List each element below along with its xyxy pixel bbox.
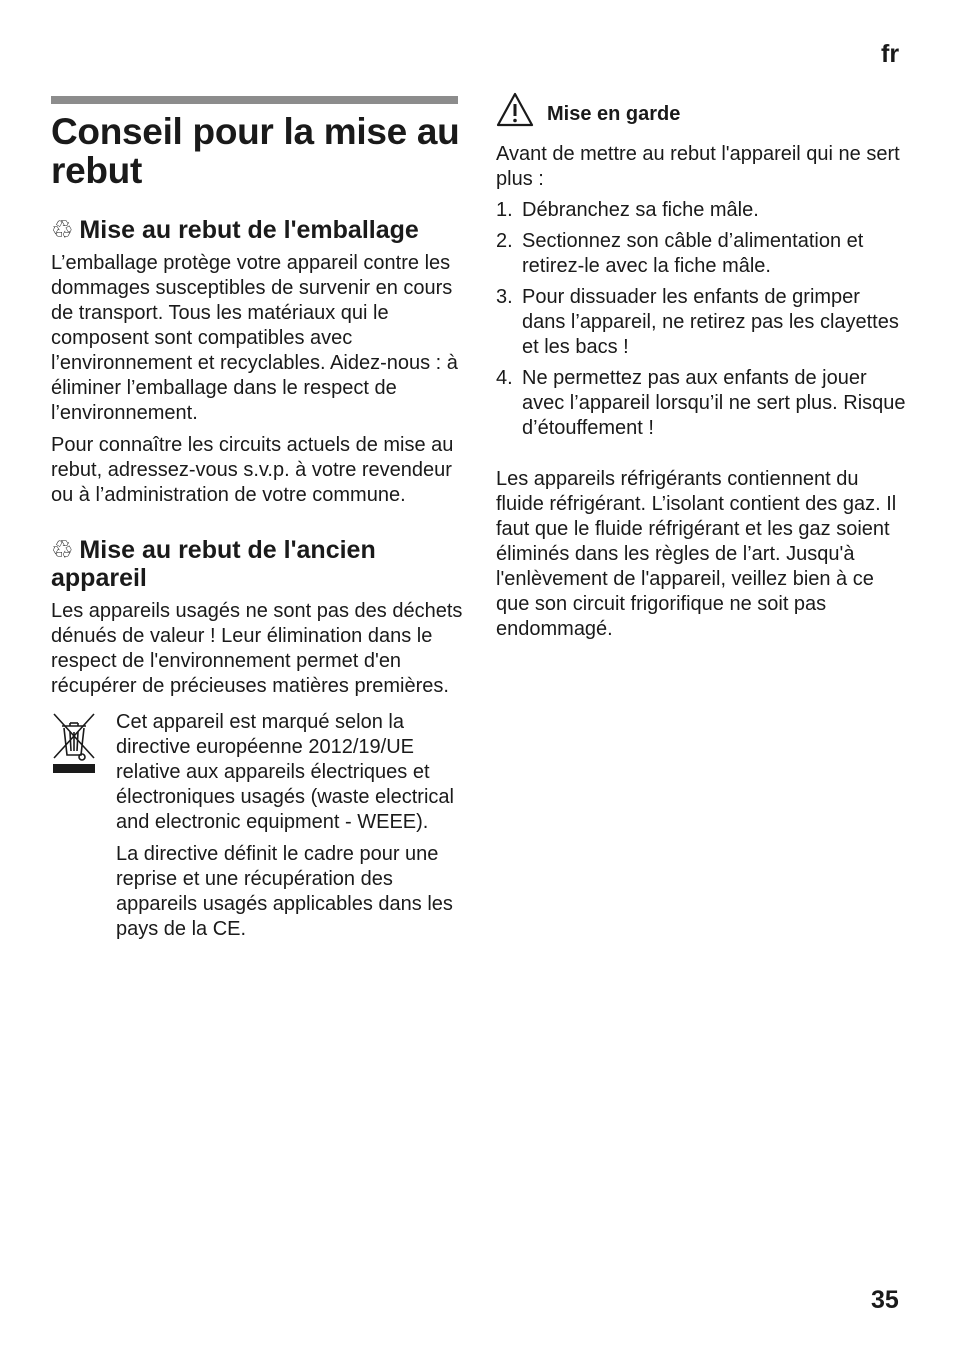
packaging-paragraph-2: Pour connaître les circuits actuels de mise au rebut, adressez-vous s.v.p. à votre revendeur ou à l’administration de votre commune. [51,434,454,506]
list-item-number: 3. [496,286,513,308]
list-item-text: Pour dissuader les enfants de grimper dans l’appareil, ne retirez pas les clayettes et les bacs ! [522,286,899,358]
warning-title: Mise en garde [547,103,681,125]
weee-notice [51,710,463,942]
section-heading-text: Mise au rebut de l'emballage [79,216,419,244]
packaging-paragraph: L’emballage protège votre appareil contre les dommages susceptibles de survenir en cours de transport. Tous les matériaux qui le composent sont compatibles avec l’environnement et recyclables. Aidez-nous : à éliminer l’emballage dans le respect de l’environnement. [51,252,458,424]
recycle-icon: ♲ [51,216,74,244]
crossed-bin-icon [51,712,97,776]
refrigerant-paragraph: Les appareils réfrigérants contiennent du fluide réfrigérant. L’isolant contient des gaz. Il faut que le fluide réfrigérant et les gaz soient éliminés dans les règles de l’art. Jusqu'à l'enlèvement de l'appareil, veillez bien à ce que son circuit frigorifique ne soit pas endommagé. [496,468,897,640]
warning-intro: Avant de mettre au rebut l'appareil qui ne sert plus : [496,143,900,190]
list-item-text: Sectionnez son câble d’alimentation et retirez-le avec la fiche mâle. [522,230,864,277]
section-heading-text: Mise au rebut de l'ancien appareil [51,536,376,592]
list-item [496,229,908,279]
page-number: 35 [871,1286,899,1314]
list-item [496,198,908,223]
section-heading-old-appliance [51,536,463,592]
left-column [51,112,463,942]
list-item [496,366,908,441]
disposal-steps-list [496,198,908,441]
section-heading-packaging [51,216,463,244]
list-item-number: 2. [496,230,513,252]
old-appliance-paragraph: Les appareils usagés ne sont pas des déchets dénués de valeur ! Leur élimination dans le respect de l'environnement permet d'en récupérer de précieuses matières premières. [51,600,463,697]
title-rule [51,96,458,104]
page-title: Conseil pour la mise au rebut [51,111,460,191]
weee-paragraph-2: La directive définit le cadre pour une reprise et une récupération des appareils usagés applicables dans les pays de la CE. [116,843,453,940]
warning-heading [496,88,908,128]
warning-triangle-icon [496,92,534,128]
language-tag: fr [881,40,900,68]
list-item-number: 1. [496,199,513,221]
recycle-icon: ♲ [51,536,74,564]
list-item [496,285,908,360]
list-item-text: Débranchez sa fiche mâle. [522,199,759,221]
list-item-number: 4. [496,367,513,389]
right-column [496,88,908,642]
weee-paragraph: Cet appareil est marqué selon la directive européenne 2012/19/UE relative aux appareils électriques et électroniques usagés (waste electrical and electronic equipment - WEEE). [116,711,454,833]
list-item-text: Ne permettez pas aux enfants de jouer avec l’appareil lorsqu’il ne sert plus. Risque d’étouffement ! [522,367,906,439]
